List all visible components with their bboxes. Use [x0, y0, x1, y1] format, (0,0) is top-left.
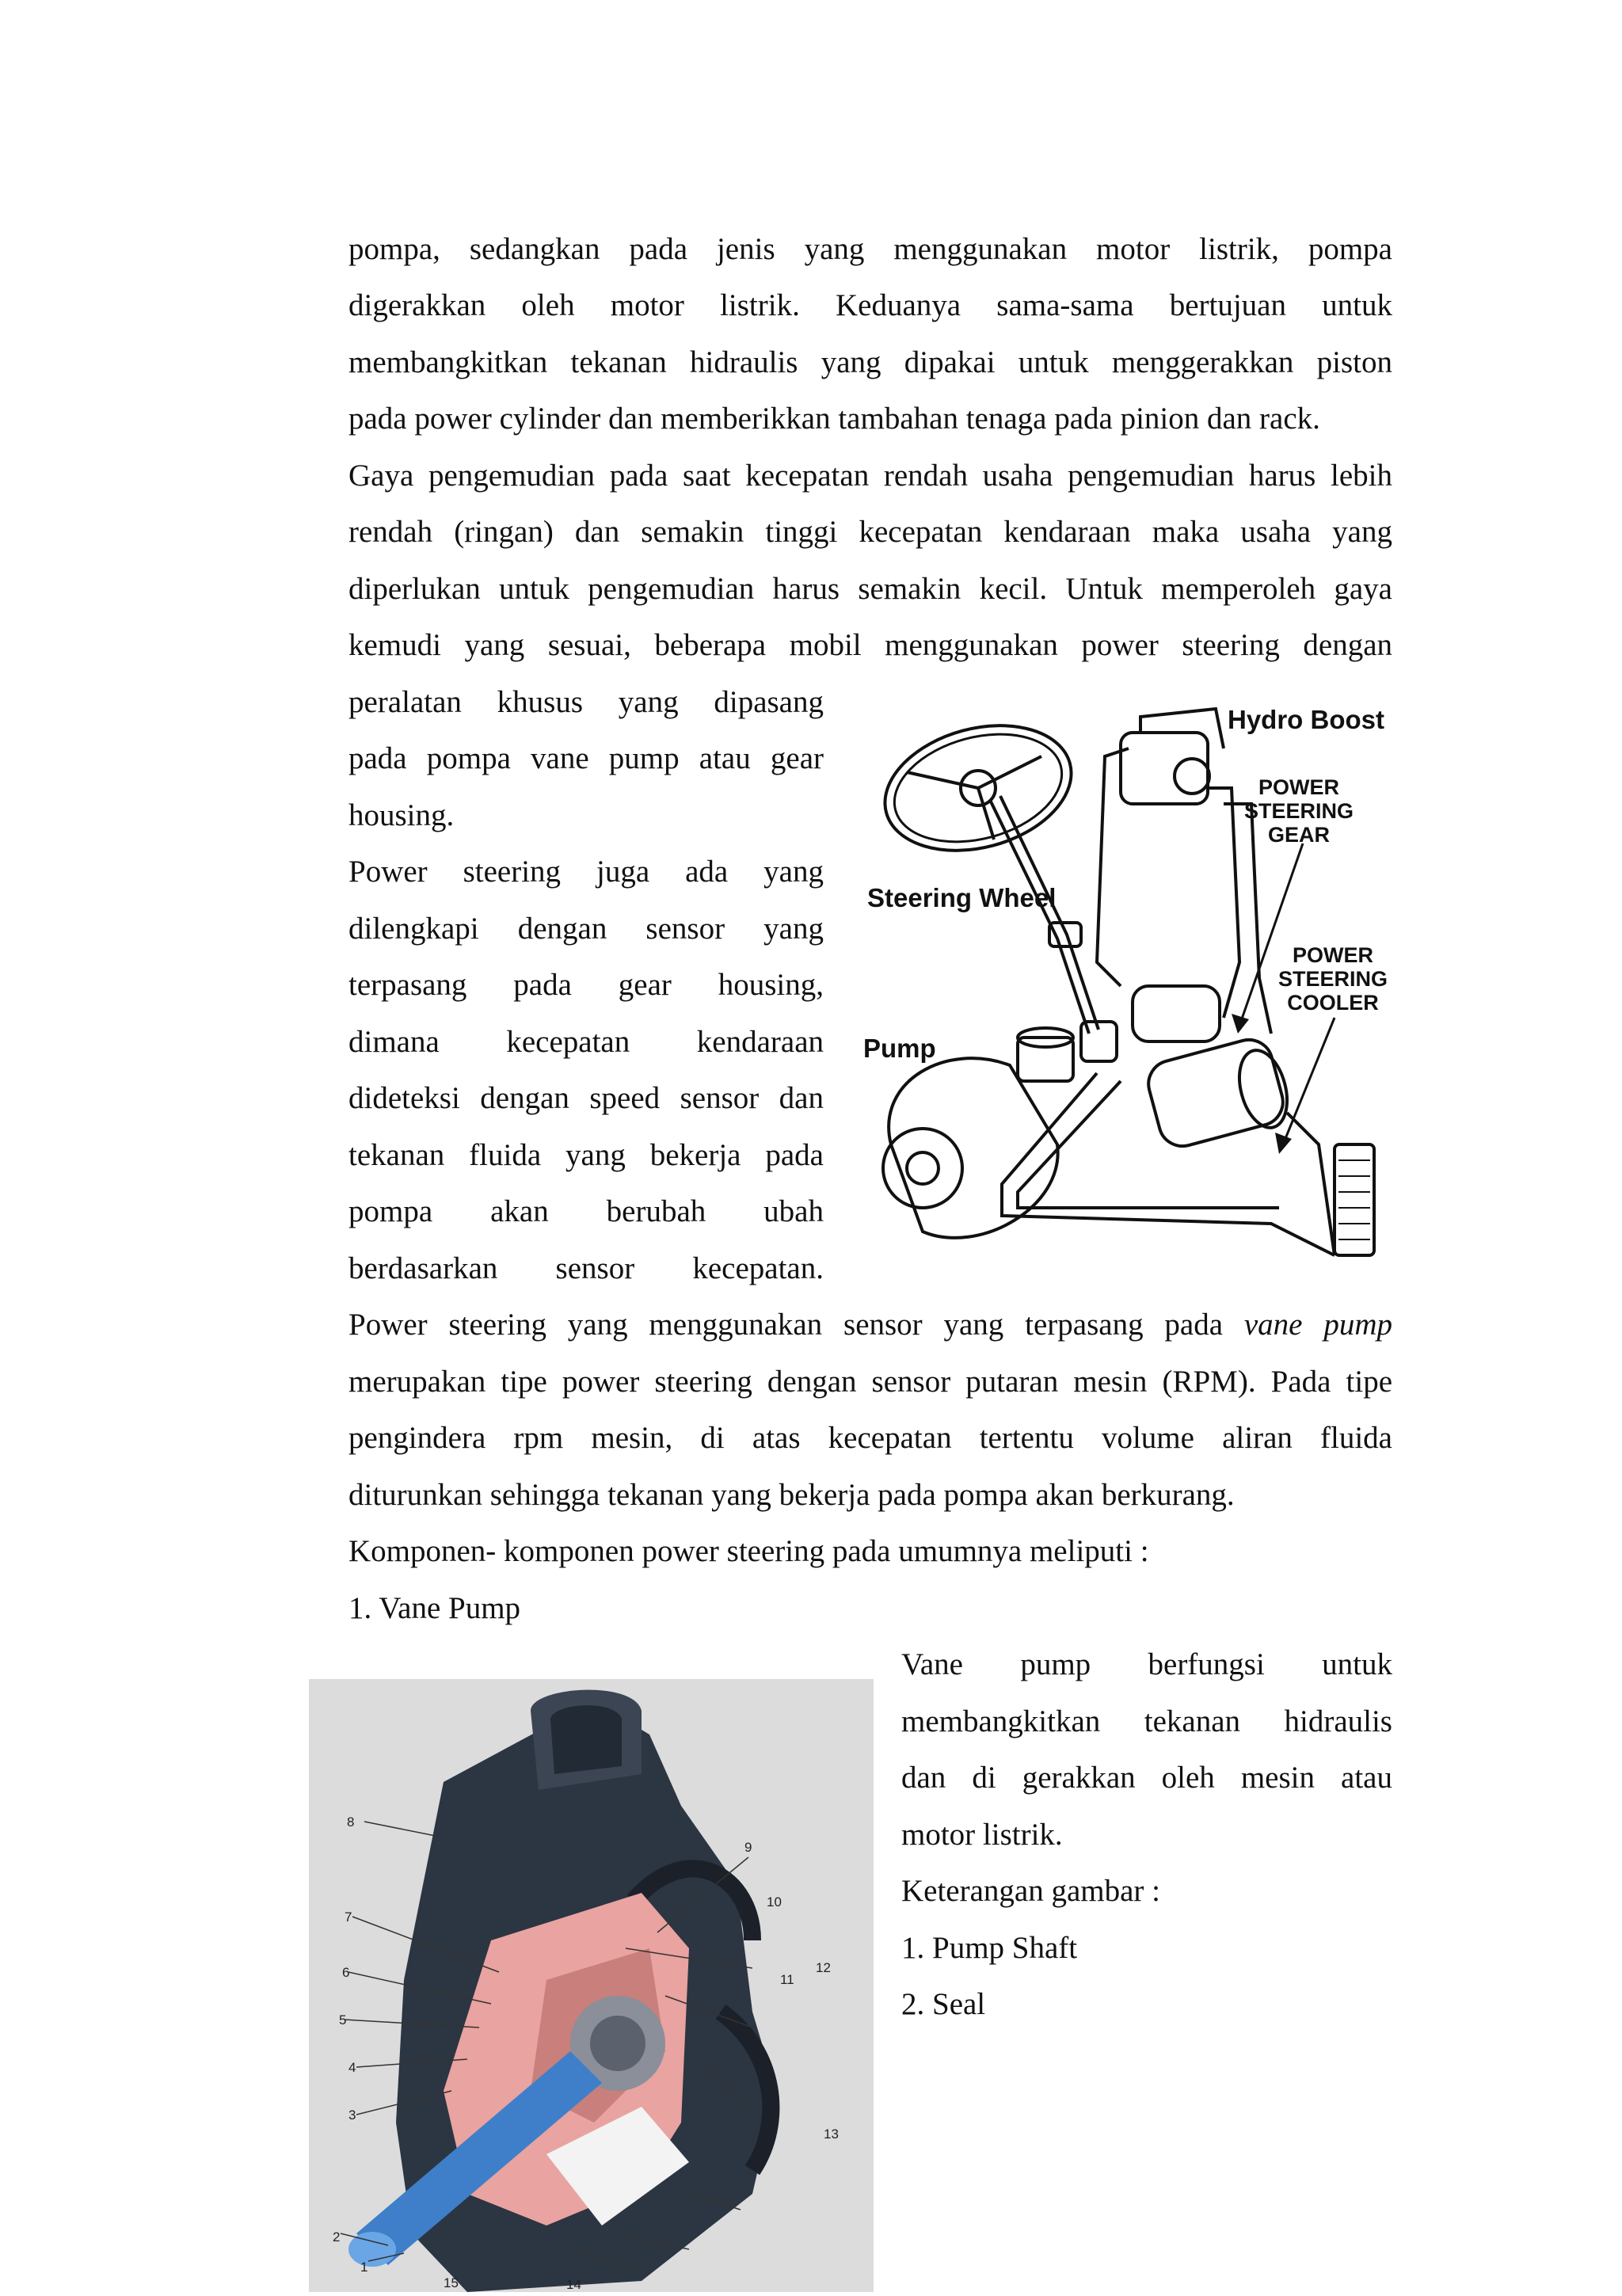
label-cooler: COOLER: [1287, 991, 1379, 1015]
legend-item: 2. Seal: [901, 1987, 986, 2021]
text-line: membangkitkan tekanan hidraulis: [901, 1704, 1392, 1738]
text-line: terpasang pada gear housing,: [348, 968, 824, 1002]
legend-title: Keterangan gambar :: [901, 1874, 1161, 1908]
text-line: pada power cylinder dan memberikkan tambahan tenaga pada pinion dan rack.: [348, 402, 1320, 436]
text-line: dilengkapi dengan sensor yang: [348, 912, 824, 946]
part-number: 11: [780, 1972, 794, 1987]
label-hydro-boost: Hydro Boost: [1228, 705, 1384, 734]
text-line: dimana kecepatan kendaraan: [348, 1025, 824, 1059]
list-item: 1. Vane Pump: [348, 1591, 521, 1625]
text-line: Power steering juga ada yang: [348, 855, 824, 889]
text-line: merupakan tipe power steering dengan sensor putaran mesin (RPM). Pada tipe: [348, 1365, 1392, 1399]
vane-pump-cutaway-image: [309, 1679, 874, 2292]
part-number: 10: [767, 1894, 782, 1910]
text-line: berdasarkan sensor kecepatan.: [348, 1251, 824, 1285]
text-line: pompa akan berubah ubah: [348, 1194, 824, 1228]
text-line: membangkitkan tekanan hidraulis yang dipakai untuk menggerakkan piston: [348, 345, 1392, 379]
label-steering-wheel: Steering Wheel: [867, 883, 1057, 912]
text-line: dideteksi dengan speed sensor dan: [348, 1081, 824, 1115]
label-gear: STEERING: [1243, 799, 1354, 823]
text-line: pada pompa vane pump atau gear: [348, 741, 824, 775]
part-number: 6: [342, 1965, 350, 1980]
components-intro: Komponen- komponen power steering pada umumnya meliputi :: [348, 1534, 1149, 1568]
part-number: 13: [824, 2127, 839, 2142]
text-line: Vane pump berfungsi untuk: [901, 1647, 1392, 1681]
part-number: 15: [444, 2275, 459, 2290]
text-line: pengindera rpm mesin, di atas kecepatan tertentu volume aliran fluida: [348, 1421, 1392, 1455]
label-gear: POWER: [1258, 775, 1340, 799]
label-pump: Pump: [863, 1034, 936, 1063]
text-line: rendah (ringan) dan semakin tinggi kecepatan kendaraan maka usaha yang: [348, 515, 1392, 549]
part-number: 4: [348, 2060, 356, 2075]
part-number: 1: [360, 2260, 368, 2275]
text-line: peralatan khusus yang dipasang: [348, 685, 824, 719]
text-line: motor listrik.: [901, 1818, 1063, 1852]
legend-item: 1. Pump Shaft: [901, 1931, 1078, 1965]
text-line: tekanan fluida yang bekerja pada: [348, 1138, 824, 1172]
part-number: 9: [744, 1840, 752, 1855]
part-number: 5: [339, 2012, 347, 2028]
part-number: 12: [816, 1960, 831, 1975]
text-line: pompa, sedangkan pada jenis yang menggunakan motor listrik, pompa: [348, 232, 1392, 266]
text-line: digerakkan oleh motor listrik. Keduanya sama-sama bertujuan untuk: [348, 288, 1392, 322]
text-line: housing.: [348, 798, 455, 832]
part-number: 8: [347, 1814, 355, 1830]
part-number: 14: [566, 2277, 581, 2292]
label-cooler: STEERING: [1277, 967, 1388, 991]
text-line: diturunkan sehingga tekanan yang bekerja pada pompa akan berkurang.: [348, 1478, 1235, 1512]
label-cooler: POWER: [1292, 943, 1374, 967]
power-steering-drawing: [859, 701, 1398, 1271]
text-line: [348, 1305, 1392, 1345]
vane-pump-drawing: [309, 1679, 874, 2292]
label-gear: GEAR: [1267, 823, 1331, 847]
text-line: kemudi yang sesuai, beberapa mobil menggunakan power steering dengan: [348, 628, 1392, 662]
part-number: 7: [345, 1910, 352, 1925]
text-line: Gaya pengemudian pada saat kecepatan rendah usaha pengemudian harus lebih: [348, 459, 1392, 493]
italic-term: vane pump: [1243, 1308, 1392, 1342]
text-line: diperlukan untuk pengemudian harus semakin kecil. Untuk memperoleh gaya: [348, 572, 1392, 606]
power-steering-diagram: [859, 701, 1398, 1271]
text-span: Power steering yang menggunakan sensor yang terpasang pada: [348, 1308, 1224, 1342]
part-number: 3: [348, 2108, 356, 2123]
part-number: 2: [333, 2229, 341, 2245]
text-line: dan di gerakkan oleh mesin atau: [901, 1761, 1392, 1795]
